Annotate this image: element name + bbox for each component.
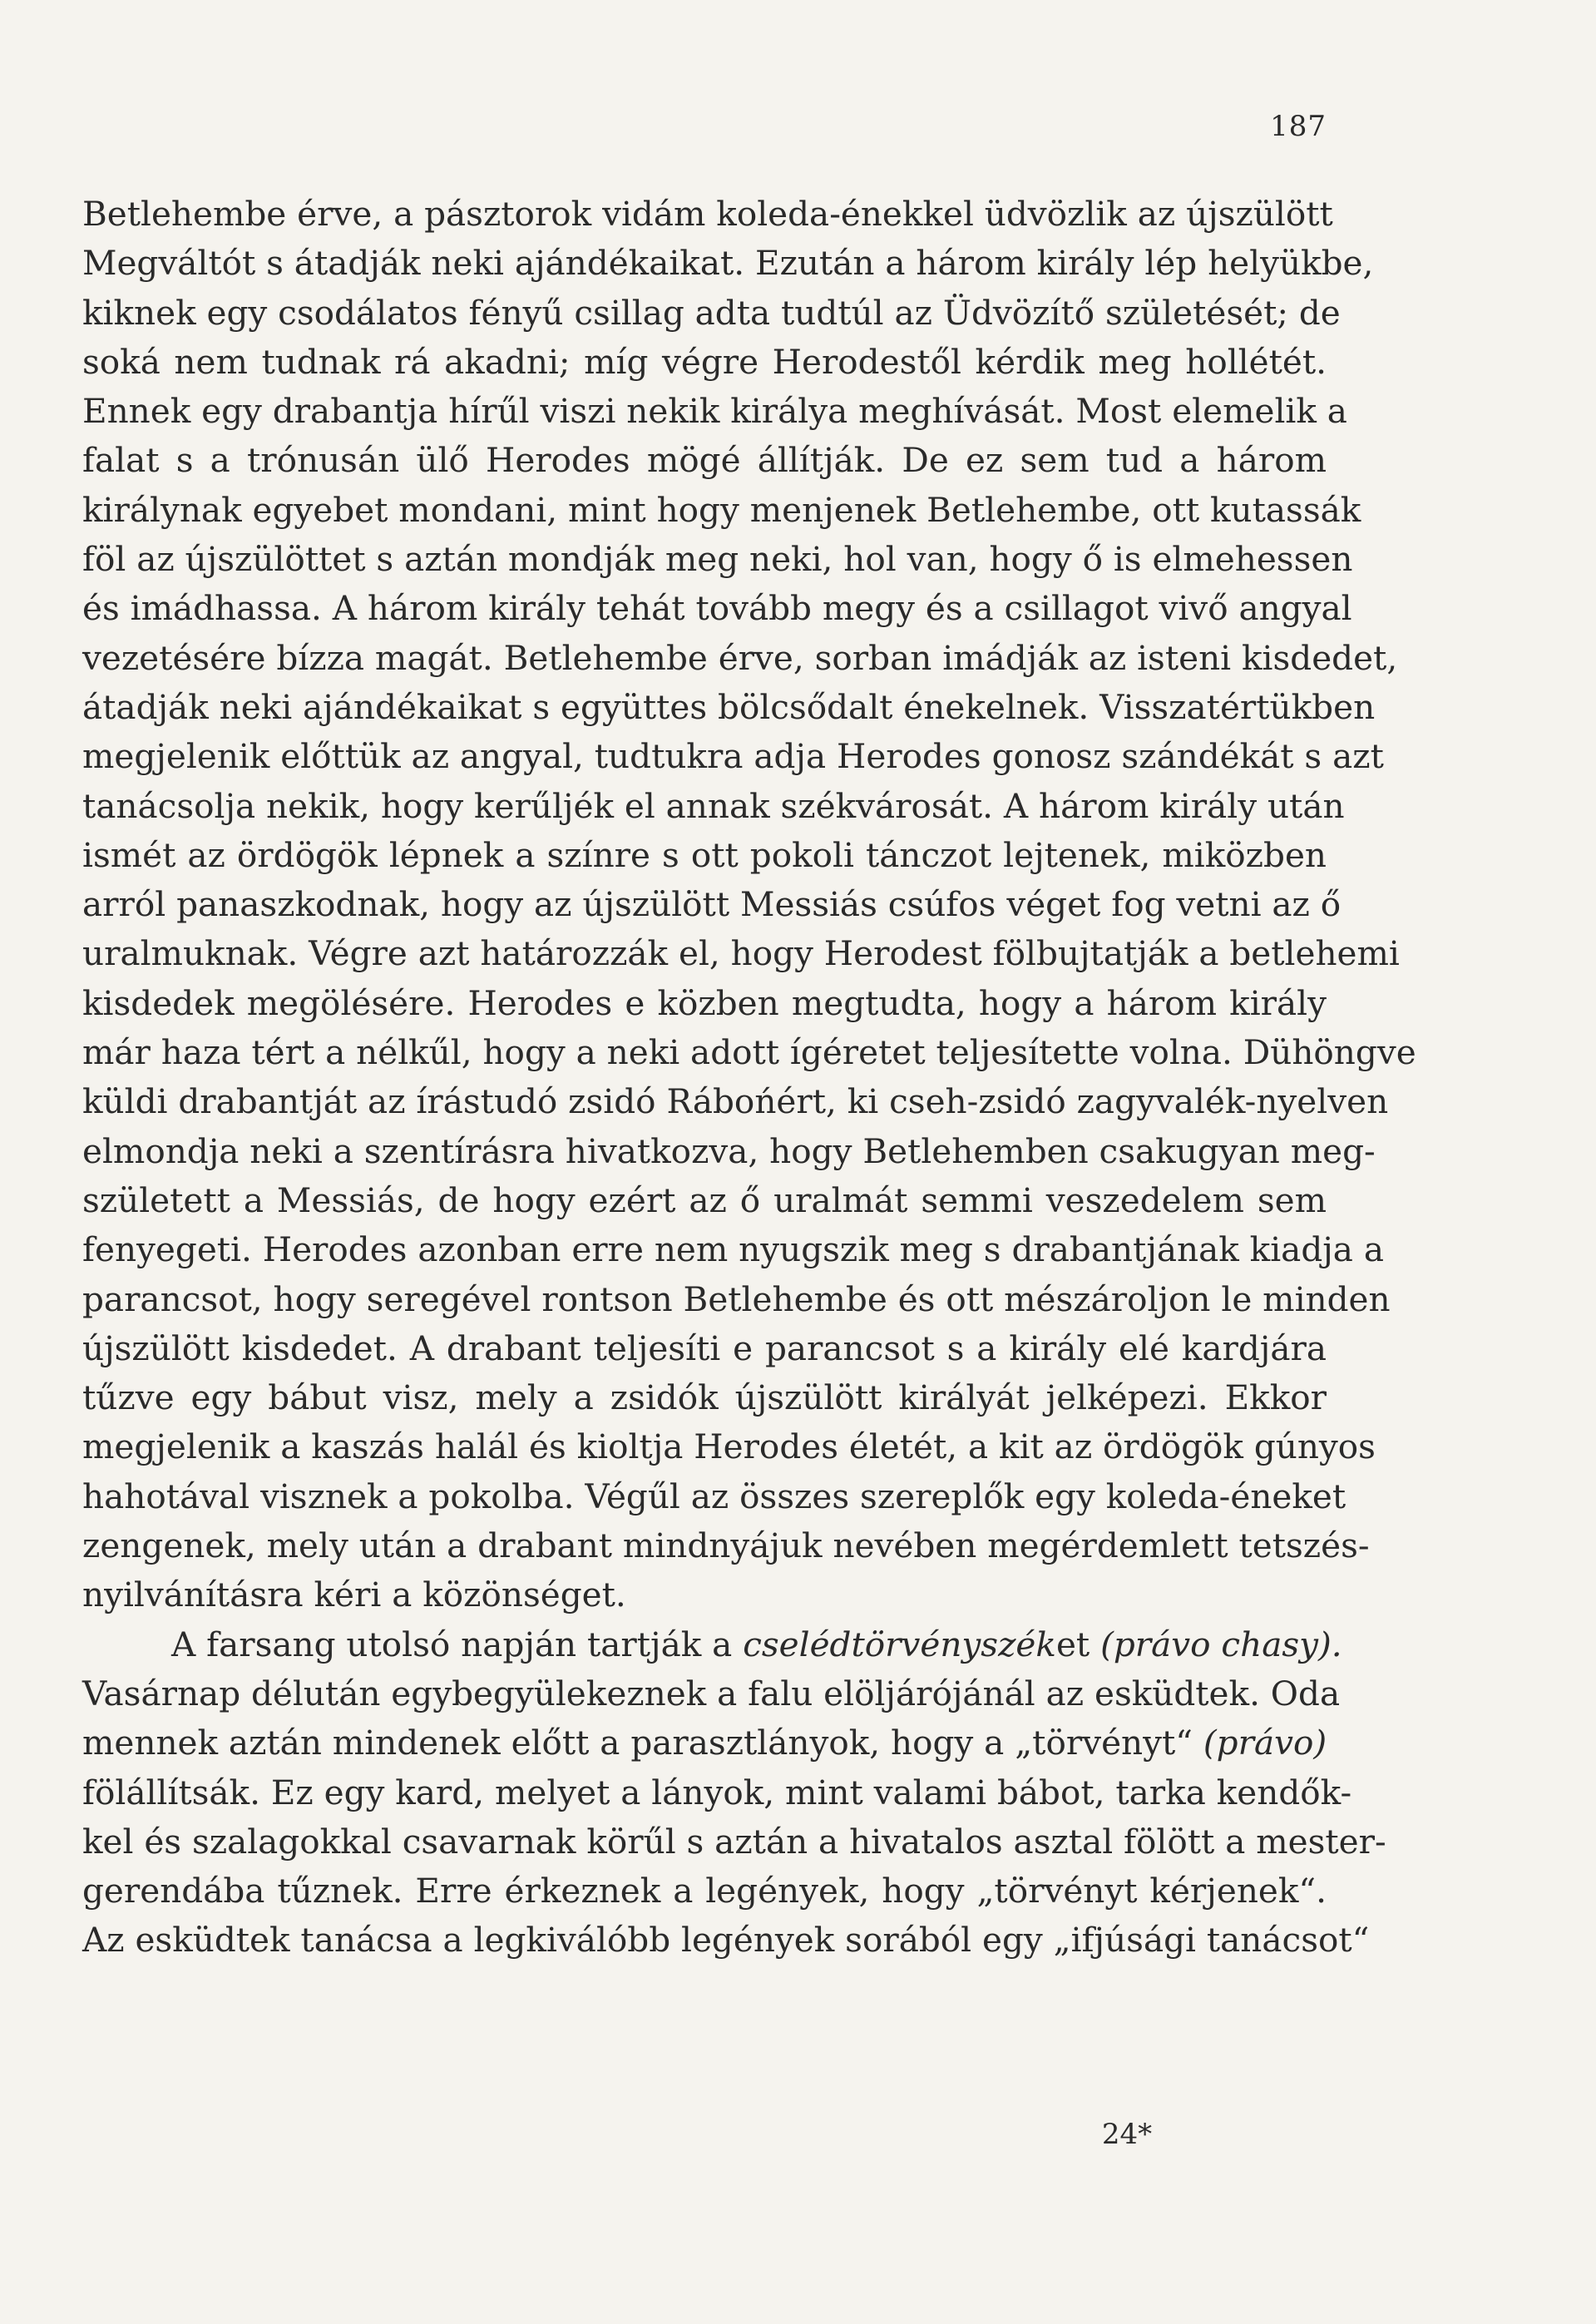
text-line: arról panaszkodnak, hogy az újszülött Messiás csúfos véget fog vetni az ő: [82, 884, 1342, 925]
text-line: tűzve egy bábut visz, mely a zsidók újszülött királyát jelképezi. Ekkor: [82, 1377, 1327, 1418]
text-line: tanácsolja nekik, hogy kerűljék el annak székvárosát. A három király után: [82, 785, 1345, 826]
text-run: et: [1055, 1624, 1101, 1664]
text-line: kiknek egy csodálatos fényű csillag adta tudtúl az Üdvözítő születését; de: [82, 292, 1341, 333]
text-line: soká nem tudnak rá akadni; míg végre Herodestől kérdik meg hollétét.: [82, 341, 1327, 382]
text-run: A farsang utolsó napján tartják a: [171, 1624, 744, 1664]
text-line: fenyegeti. Herodes azonban erre nem nyugszik meg s drabantjának kiadja a: [82, 1229, 1384, 1270]
text-line: újszülött kisdedet. A drabant teljesíti e parancsot s a király elé kardjára: [82, 1328, 1327, 1368]
text-line: már haza tért a nélkűl, hogy a neki adott ígéretet teljesítette volna. Dühöngve: [82, 1032, 1416, 1073]
text-line: Vasárnap délután egybegyülekeznek a falu elöljárójánál az esküdtek. Oda: [82, 1673, 1341, 1713]
paragraph-first-line: [82, 1620, 1342, 1669]
text-line: Az esküdtek tanácsa a legkiválóbb legények sorából egy „ifjúsági tanácsot“: [82, 1920, 1370, 1961]
text-line: Ennek egy drabantja hírűl viszi nekik királya meghívását. Most elemelik a: [82, 391, 1347, 432]
text-line: falat s a trónusán ülő Herodes mögé állítják. De ez sem tud a három: [82, 440, 1327, 481]
body-text: [82, 190, 1416, 1966]
text-line: Megváltót s átadják neki ajándékaikat. Ezután a három király lép helyükbe,: [82, 243, 1374, 284]
text-line: fölállítsák. Ez egy kard, melyet a lányok, mint valami bábot, tarka kendők-: [82, 1772, 1352, 1812]
text-line: [82, 1718, 1327, 1768]
text-line: megjelenik előttük az angyal, tudtukra adja Herodes gonosz szándékát s azt: [82, 736, 1384, 777]
signature-mark: 24*: [1101, 2118, 1153, 2151]
text-line: és imádhassa. A három király tehát tovább megy és a csillagot vivő angyal: [82, 588, 1352, 629]
text-line: elmondja neki a szentírásra hivatkozva, hogy Betlehemben csakugyan meg-: [82, 1130, 1376, 1171]
text-run: mennek aztán mindenek előtt a parasztlányok, hogy a „törvényt“: [82, 1723, 1203, 1763]
text-line: parancsot, hogy seregével rontson Betlehembe és ott mészároljon le minden: [82, 1278, 1391, 1319]
text-line: hahotával visznek a pokolba. Végűl az összes szereplők egy koleda-éneket: [82, 1476, 1346, 1516]
term-italic: cselédtörvényszék: [743, 1624, 1056, 1664]
text-line: Betlehembe érve, a pásztorok vidám koleda-énekkel üdvözlik az újszülött: [82, 194, 1333, 234]
text-line: gerendába tűznek. Erre érkeznek a legények, hogy „törvényt kérjenek“.: [82, 1871, 1327, 1911]
text-line: uralmuknak. Végre azt határozzák el, hogy Herodest fölbujtatják a betlehemi: [82, 933, 1400, 974]
term-italic: (právo): [1203, 1723, 1327, 1763]
text-line: született a Messiás, de hogy ezért az ő uralmát semmi veszedelem sem: [82, 1179, 1327, 1220]
text-line: kisdedek megölésére. Herodes e közben megtudta, hogy a három király: [82, 982, 1327, 1023]
text-line: nyilvánításra kéri a közönséget.: [82, 1575, 626, 1615]
text-line: átadják neki ajándékaikat s együttes bölcsődalt énekelnek. Visszatértükben: [82, 686, 1376, 727]
text-line: vezetésére bízza magát. Betlehembe érve, sorban imádják az isteni kisdedet,: [82, 637, 1398, 678]
text-line: ismét az ördögök lépnek a színre s ott pokoli tánczot lejtenek, miközben: [82, 834, 1327, 875]
text-line: küldi drabantját az írástudó zsidó Rábońért, ki cseh-zsidó zagyvalék-nyelven: [82, 1081, 1389, 1122]
term-italic: (právo chasy).: [1100, 1624, 1342, 1664]
text-line: megjelenik a kaszás halál és kioltja Herodes életét, a kit az ördögök gúnyos: [82, 1427, 1376, 1467]
page-number: 187: [1270, 110, 1327, 143]
text-line: királynak egyebet mondani, mint hogy menjenek Betlehembe, ott kutassák: [82, 489, 1361, 530]
text-line: föl az újszülöttet s aztán mondják meg neki, hol van, hogy ő is elmehessen: [82, 539, 1353, 580]
text-line: zengenek, mely után a drabant mindnyájuk nevében megérdemlett tetszés-: [82, 1525, 1370, 1566]
text-line: kel és szalagokkal csavarnak körűl s aztán a hivatalos asztal fölött a mester-: [82, 1821, 1386, 1862]
